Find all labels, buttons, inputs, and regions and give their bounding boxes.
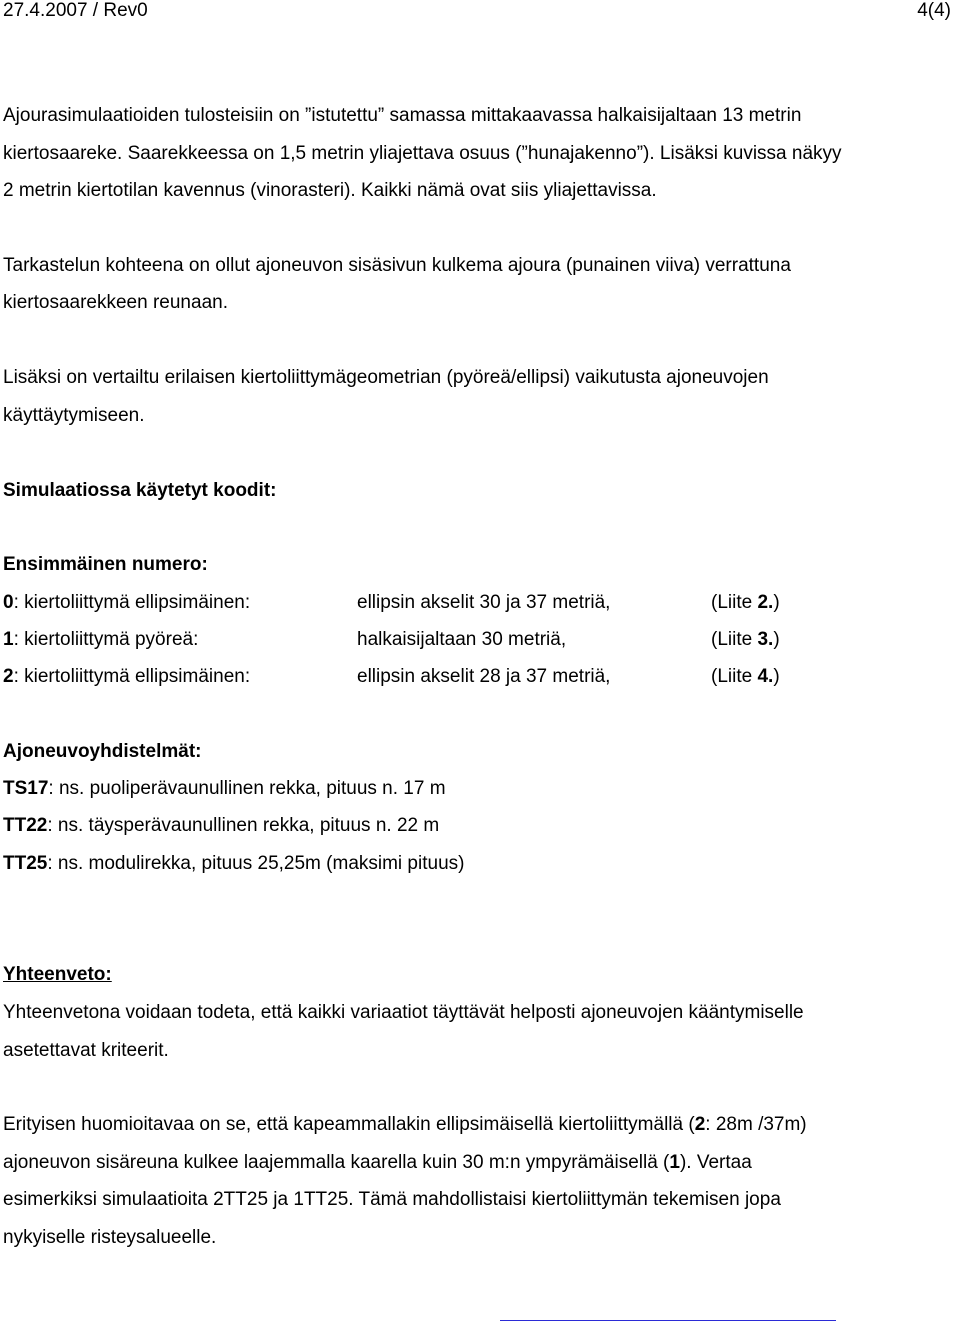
first-number-heading: Ensimmäinen numero: bbox=[3, 554, 208, 575]
summary-para2-line-2: ajoneuvon sisäreuna kulkee laajemmalla kaarella kuin 30 m:n ympyrämäisellä (1). Vertaa bbox=[3, 1152, 752, 1173]
vehicle-item bbox=[3, 853, 464, 875]
code-row-type: 0: kiertoliittymä ellipsimäinen: bbox=[3, 592, 251, 613]
compared-line-1: Lisäksi on vertailtu erilaisen kiertoliittymägeometrian (pyöreä/ellipsi) vaikutusta ajoneuvojen bbox=[3, 367, 769, 388]
vehicle-code: TT25 bbox=[3, 853, 48, 874]
footer-rule bbox=[500, 1320, 836, 1321]
code-row-type: 1: kiertoliittymä pyöreä: bbox=[3, 629, 199, 650]
code-row-appendix: (Liite 4.) bbox=[711, 666, 780, 687]
page-number: 4(4) bbox=[917, 0, 951, 21]
vehicle-code: TS17 bbox=[3, 778, 49, 799]
summary-para2-line-3: esimerkiksi simulaatioita 2TT25 ja 1TT25. Tämä mahdollistaisi kiertoliittymän tekemisen jopa bbox=[3, 1189, 781, 1210]
vehicle-item bbox=[3, 778, 446, 800]
summary-para1-line-2: asetettavat kriteerit. bbox=[3, 1040, 169, 1061]
code-row-type: 2: kiertoliittymä ellipsimäinen: bbox=[3, 666, 251, 687]
summary-para1-line-1: Yhteenvetona voidaan todeta, että kaikki variaatiot täyttävät helposti ajoneuvojen kääntymiselle bbox=[3, 1002, 804, 1023]
summary-heading: Yhteenveto: bbox=[3, 964, 112, 985]
examined-line-2: kiertosaarekkeen reunaan. bbox=[3, 292, 228, 313]
codes-heading: Simulaatiossa käytetyt koodit: bbox=[3, 480, 277, 501]
vehicle-code: TT22 bbox=[3, 815, 48, 836]
code-row-appendix: (Liite 3.) bbox=[711, 629, 780, 650]
vehicle-desc: : ns. täysperävaunullinen rekka, pituus n. 22 m bbox=[47, 815, 440, 836]
code-row-size: ellipsin akselit 28 ja 37 metriä, bbox=[357, 666, 611, 687]
summary-para2-line-4: nykyiselle risteysalueelle. bbox=[3, 1227, 217, 1248]
examined-line-1: Tarkastelun kohteena on ollut ajoneuvon sisäsivun kulkema ajoura (punainen viiva) verrattuna bbox=[3, 255, 791, 276]
intro-line-1: Ajourasimulaatioiden tulosteisiin on ”istutettu” samassa mittakaavassa halkaisijaltaan 13 metrin bbox=[3, 105, 802, 126]
compared-line-2: käyttäytymiseen. bbox=[3, 405, 145, 426]
code-number: 2 bbox=[3, 666, 14, 687]
code-number: 1 bbox=[3, 629, 14, 650]
summary-para2-line-1: Erityisen huomioitavaa on se, että kapeammallakin ellipsimäisellä kiertoliittymällä (2: 28m /37m) bbox=[3, 1114, 807, 1135]
vehicle-desc: : ns. modulirekka, pituus 25,25m (maksimi pituus) bbox=[47, 853, 465, 874]
vehicle-desc: : ns. puoliperävaunullinen rekka, pituus n. 17 m bbox=[48, 778, 446, 799]
code-row-appendix: (Liite 2.) bbox=[711, 592, 780, 613]
code-row-size: halkaisijaltaan 30 metriä, bbox=[357, 629, 567, 650]
intro-line-2: kiertosaareke. Saarekkeessa on 1,5 metrin yliajettava osuus (”hunajakenno”). Lisäksi kuvissa näkyy bbox=[3, 143, 842, 164]
code-number: 0 bbox=[3, 592, 14, 613]
document-date-revision: 27.4.2007 / Rev0 bbox=[3, 0, 148, 21]
vehicle-item bbox=[3, 815, 439, 837]
code-row-size: ellipsin akselit 30 ja 37 metriä, bbox=[357, 592, 611, 613]
intro-line-3: 2 metrin kiertotilan kavennus (vinorasteri). Kaikki nämä ovat siis yliajettavissa. bbox=[3, 180, 657, 201]
vehicles-heading: Ajoneuvoyhdistelmät: bbox=[3, 741, 202, 762]
